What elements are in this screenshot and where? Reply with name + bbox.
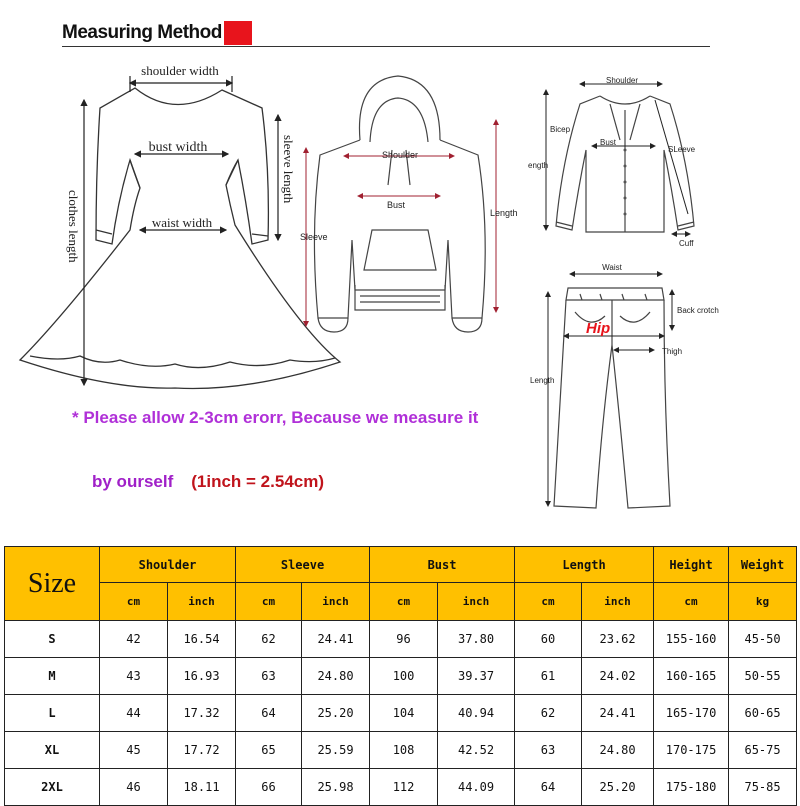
length-header: Length [515,547,654,583]
unit-header: cm [370,583,438,621]
shirt-sleeve-label: SLeeve [668,145,696,154]
shirt-cuff-label: Cuff [679,239,694,248]
table-cell: 18.11 [168,769,236,806]
table-cell: 24.80 [302,658,370,695]
table-cell: 40.94 [438,695,515,732]
size-chart-table [4,546,797,806]
table-cell: 37.80 [438,621,515,658]
unit-header: inch [168,583,236,621]
measurement-note: * Please allow 2-3cm erorr, Because we measure it [72,408,479,427]
table-row [5,621,797,658]
table-row [5,695,797,732]
dress-length-label: clothes length [66,190,81,263]
table-cell: 23.62 [582,621,654,658]
table-cell: 17.32 [168,695,236,732]
table-cell: 65-75 [729,732,797,769]
pants-back-crotch-label: Back crotch [677,306,719,315]
unit-header: inch [302,583,370,621]
shoulder-header: Shoulder [100,547,236,583]
dress-measure-lines [84,76,278,385]
table-cell: 46 [100,769,168,806]
table-cell: 25.98 [302,769,370,806]
table-row [5,732,797,769]
hoodie-length-label: Length [490,208,518,218]
dress-waist-label: waist width [151,215,213,230]
pants-measure-lines [548,274,672,506]
table-cell: 63 [515,732,582,769]
page-title: Measuring Method [62,22,222,43]
table-row [5,658,797,695]
hoodie-shoulder-label: Shoulder [381,150,419,160]
table-cell: 175-180 [654,769,729,806]
dress-sleeve-label: sleeve length [281,135,296,204]
table-cell: 42 [100,621,168,658]
table-cell: 43 [100,658,168,695]
unit-conversion-note: (1inch = 2.54cm) [191,472,325,491]
size-cell: XL [5,732,100,769]
table-cell: 75-85 [729,769,797,806]
shirt-measure-lines [546,84,690,234]
table-cell: 25.20 [302,695,370,732]
unit-header: cm [100,583,168,621]
dress-bust-label: bust width [148,140,208,155]
table-cell: 16.54 [168,621,236,658]
unit-header: cm [236,583,302,621]
table-cell: 17.72 [168,732,236,769]
size-cell: L [5,695,100,732]
shirt-bust-label: Bust [600,138,617,147]
dress-shoulder-label: shoulder width [141,63,219,78]
table-cell: 24.80 [582,732,654,769]
unit-header: kg [729,583,797,621]
table-cell: 24.41 [582,695,654,732]
size-cell: 2XL [5,769,100,806]
pants-figure [554,288,670,508]
table-cell: 170-175 [654,732,729,769]
table-cell: 64 [236,695,302,732]
table-cell: 45-50 [729,621,797,658]
table-cell: 61 [515,658,582,695]
table-cell: 65 [236,732,302,769]
size-cell: S [5,621,100,658]
sleeve-header: Sleeve [236,547,370,583]
table-cell: 24.41 [302,621,370,658]
table-cell: 96 [370,621,438,658]
table-unit-row [5,583,797,621]
unit-header: inch [438,583,515,621]
size-column-header: Size [5,547,100,621]
unit-header: cm [515,583,582,621]
hoodie-bust-label: Bust [386,200,406,210]
pants-waist-label: Waist [602,263,622,272]
table-cell: 45 [100,732,168,769]
measurement-note-2-text: by ourself [92,472,174,491]
pants-length-label: Length [530,376,555,385]
height-header: Height [654,547,729,583]
table-cell: 155-160 [654,621,729,658]
table-cell: 66 [236,769,302,806]
table-cell: 63 [236,658,302,695]
table-cell: 100 [370,658,438,695]
shirt-shoulder-label: Shoulder [605,76,639,85]
table-cell: 16.93 [168,658,236,695]
table-cell: 44.09 [438,769,515,806]
bust-header: Bust [370,547,515,583]
table-header-row [5,547,797,583]
pants-hip-label: Hip [586,320,611,337]
table-cell: 50-55 [729,658,797,695]
unit-header: cm [654,583,729,621]
shirt-bicep-label: Bicep [550,125,571,134]
hoodie-sleeve-label: Sleeve [300,232,328,242]
table-cell: 44 [100,695,168,732]
table-cell: 24.02 [582,658,654,695]
measurement-note-2 [92,472,324,492]
table-cell: 42.52 [438,732,515,769]
table-cell: 112 [370,769,438,806]
table-cell: 160-165 [654,658,729,695]
table-cell: 62 [236,621,302,658]
unit-header: inch [582,583,654,621]
weight-header: Weight [729,547,797,583]
table-cell: 60 [515,621,582,658]
size-cell: M [5,658,100,695]
table-cell: 108 [370,732,438,769]
table-cell: 64 [515,769,582,806]
pants-thigh-label: Thigh [662,347,683,356]
table-cell: 165-170 [654,695,729,732]
shirt-length-label: ength [528,161,549,170]
table-cell: 25.20 [582,769,654,806]
table-cell: 60-65 [729,695,797,732]
table-cell: 25.59 [302,732,370,769]
table-cell: 39.37 [438,658,515,695]
table-cell: 62 [515,695,582,732]
table-cell: 104 [370,695,438,732]
